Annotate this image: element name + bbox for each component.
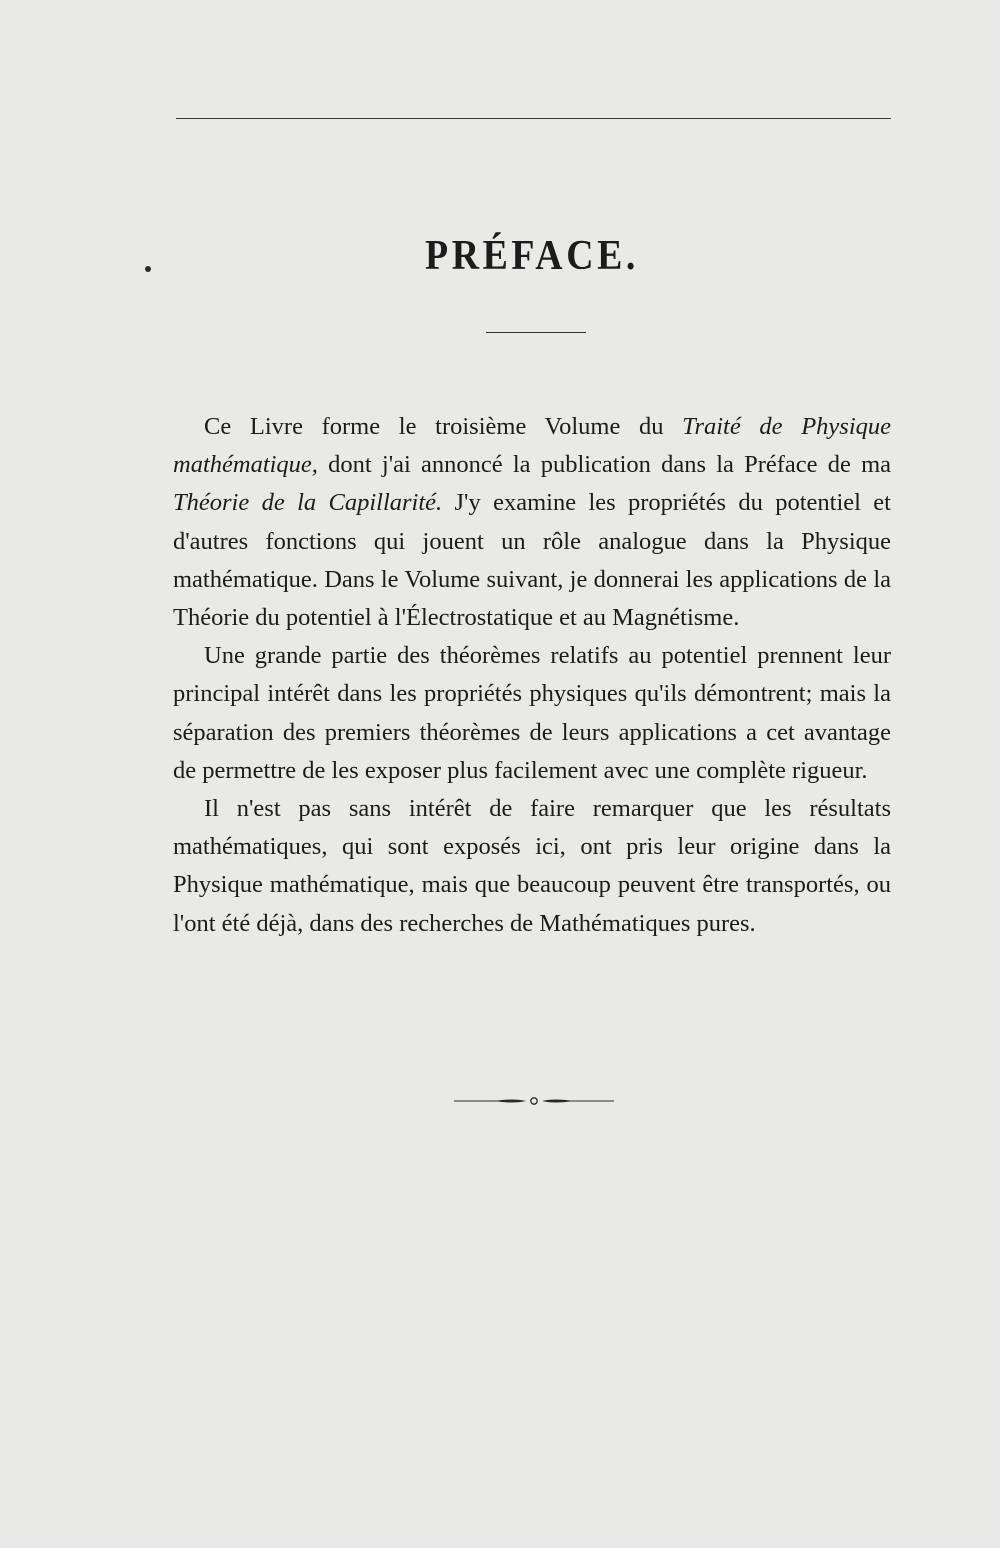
title-underline-rule [486, 332, 586, 333]
italic-title-run: Théorie de la Capillarité. [173, 489, 443, 517]
paragraph-2 [173, 637, 891, 790]
text-run: Il n'est pas sans intérêt de faire remarquer que les résultats mathématiques, qui sont exposés ici, ont pris leur origine dans la Physique mathématique, mais que beaucoup peuvent être transportés, ou l'ont été déjà, dans des recherches de Mathématiques pures. [173, 795, 891, 937]
closing-ornament-icon [454, 1094, 614, 1108]
page-title: PRÉFACE. [425, 233, 639, 279]
preface-body [173, 408, 891, 943]
text-run: Une grande partie des théorèmes relatifs au potentiel prennent leur principal intérêt dans les propriétés physiques qu'ils démontrent; mais la séparation des premiers théorèmes de leurs applications a cet avantage de permettre de les exposer plus facilement avec une complète rigueur. [173, 642, 891, 784]
paragraph-1 [173, 408, 891, 637]
paragraph-3 [173, 790, 891, 943]
italic-title-run: Traité de Physique mathématique, [173, 413, 891, 479]
header-rule [176, 118, 891, 119]
text-run: Ce Livre forme le troisième Volume du [204, 413, 683, 440]
text-run: dont j'ai annoncé la publication dans la Préface de ma [317, 451, 891, 479]
text-run: J'y examine les propriétés du potentiel et d'autres fonctions qui jouent un rôle analogue dans la Physique mathématique. Dans le Volume suivant, je donnerai les applications de la Théorie du potentiel à l'Électrostatique et au Magnétisme. [173, 489, 891, 632]
